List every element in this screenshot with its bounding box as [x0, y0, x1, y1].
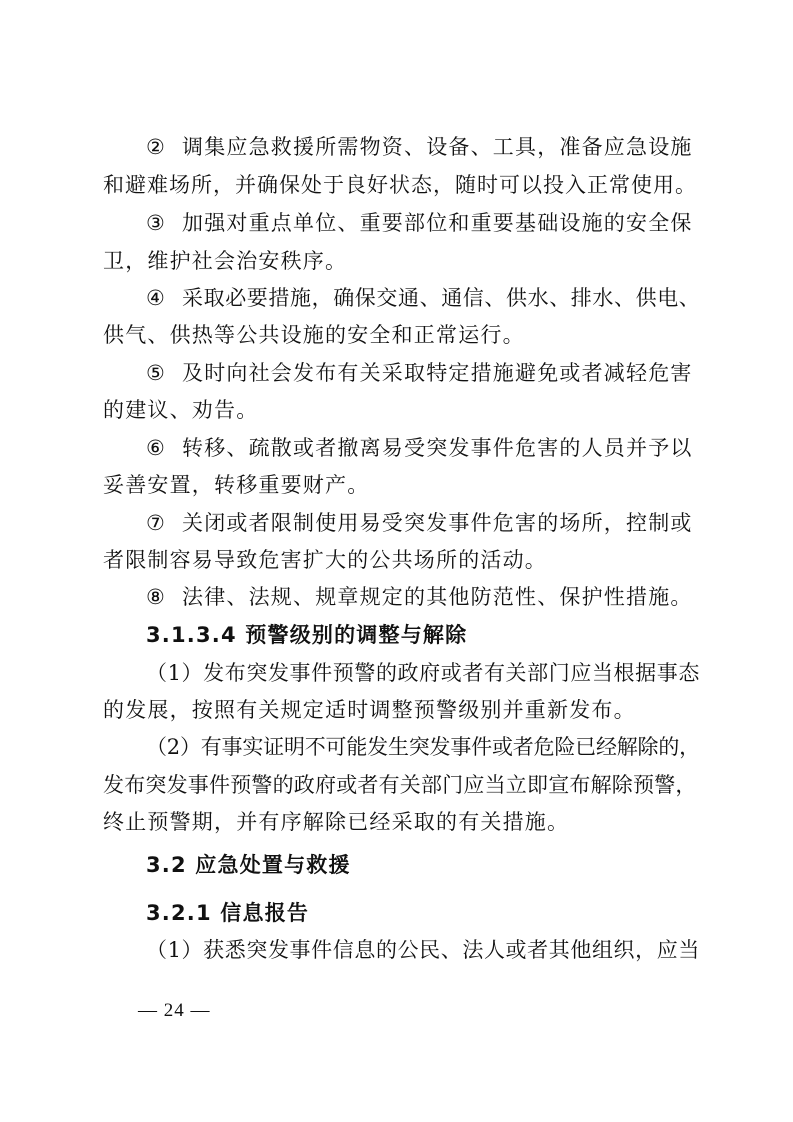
list-item-4-line-1 — [146, 284, 700, 312]
list-item-4-line-2: 供气、供热等公共设施的安全和正常运行。 — [103, 323, 525, 347]
list-item-8-line-1 — [146, 583, 693, 611]
list-item-5-line-1 — [146, 359, 693, 387]
list-item-3-line-2: 卫，维护社会治安秩序。 — [103, 249, 348, 273]
section-heading-3-2-1: 3.2.1 信息报告 — [146, 901, 310, 925]
item-text: 关闭或者限制使用易受突发事件危害的场所，控制或 — [182, 511, 693, 535]
item-number: ⑥ — [146, 436, 167, 460]
list-item-6-line-1 — [146, 434, 693, 462]
item-text: 法律、法规、规章规定的其他防范性、保护性措施。 — [182, 585, 693, 609]
paragraph-2-line-2: 发布突发事件预警的政府或者有关部门应当立即宣布解除预警， — [103, 773, 697, 797]
paragraph-3-2-1-1-line-1: （1）获悉突发事件信息的公民、法人或者其他组织，应当 — [146, 938, 700, 962]
paragraph-2-line-1: （2）有事实证明不可能发生突发事件或者危险已经解除的， — [146, 735, 700, 759]
list-item-2-line-2: 和避难场所，并确保处于良好状态，随时可以投入正常使用。 — [103, 173, 697, 197]
paragraph-2-line-3: 终止预警期，并有序解除已经采取的有关措施。 — [103, 810, 570, 834]
page-number: — 24 — — [138, 1000, 211, 1021]
list-item-2-line-1 — [146, 133, 693, 161]
list-item-7-line-2: 者限制容易导致危害扩大的公共场所的活动。 — [103, 548, 547, 572]
item-number: ③ — [146, 211, 167, 235]
item-text: 采取必要措施，确保交通、通信、供水、排水、供电、 — [182, 286, 701, 310]
paragraph-1-line-2: 的发展，按照有关规定适时调整预警级别并重新发布。 — [103, 698, 636, 722]
paragraph-1-line-1: （1）发布突发事件预警的政府或者有关部门应当根据事态 — [146, 661, 700, 685]
item-text: 转移、疏散或者撤离易受突发事件危害的人员并予以 — [182, 436, 693, 460]
item-text: 加强对重点单位、重要部位和重要基础设施的安全保 — [182, 211, 693, 235]
section-heading-3-2: 3.2 应急处置与救援 — [146, 853, 351, 877]
item-number: ⑤ — [146, 361, 167, 385]
section-heading-3-1-3-4: 3.1.3.4 预警级别的调整与解除 — [146, 623, 468, 647]
list-item-5-line-2: 的建议、劝告。 — [103, 398, 259, 422]
list-item-3-line-1 — [146, 209, 693, 237]
item-text: 调集应急救援所需物资、设备、工具，准备应急设施 — [182, 135, 693, 159]
item-number: ⑦ — [146, 511, 167, 535]
list-item-7-line-1 — [146, 509, 693, 537]
list-item-6-line-2: 妥善安置，转移重要财产。 — [103, 473, 370, 497]
item-number: ⑧ — [146, 585, 167, 609]
item-number: ④ — [146, 286, 166, 310]
item-number: ② — [146, 135, 167, 159]
item-text: 及时向社会发布有关采取特定措施避免或者减轻危害 — [182, 361, 693, 385]
